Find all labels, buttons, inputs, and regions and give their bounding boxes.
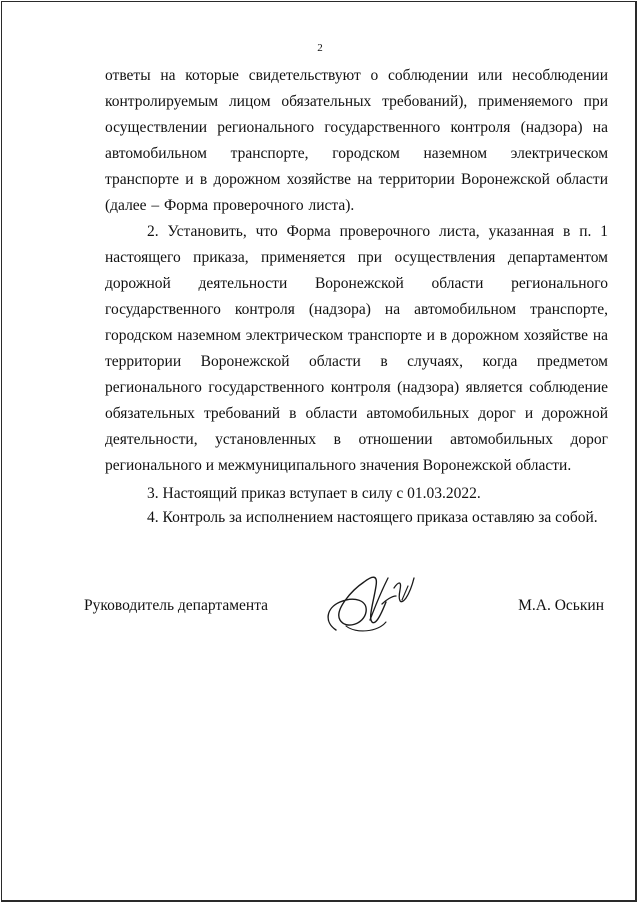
paragraph-continuation: ответы на которые свидетельствуют о соблюдении или несоблюдении контролируемым лицом обязательных требований), применяемого при осуществлении регионального государственного контроля (надзора) на автомобильном транспорте, городском наземном электрическом транспорте и в дорожном хозяйстве на территории Воронежской области (далее – Форма проверочного листа). <box>105 67 608 214</box>
document-body <box>105 63 608 531</box>
paragraph-item-4: 4. Контроль за исполнением настоящего приказа оставляю за собой. <box>147 509 598 526</box>
signatory-name: М.А. Оськин <box>518 597 604 614</box>
page-number: 2 <box>317 42 323 54</box>
paragraph-item-2: 2. Установить, что Форма проверочного листа, указанная в п. 1 настоящего приказа, применяется при осуществления департаментом дорожной деятельности Воронежской области регионального государственного контроля (надзора) на автомобильном транспорте, городском наземном электрическом транспорте и в дорожном хозяйстве на территории Воронежской области в случаях, когда предметом регионального государственного контроля (надзора) является соблюдение обязательных требований в области автомобильных дорог и дорожной деятельности, установленных в отношении автомобильных дорог регионального и межмуниципального значения Воронежской области. <box>105 223 608 474</box>
signatory-position: Руководитель департамента <box>84 597 269 614</box>
handwritten-signature <box>316 560 436 640</box>
paragraph-item-3: 3. Настоящий приказ вступает в силу с 01.03.2022. <box>147 485 481 502</box>
signature-block <box>84 560 604 650</box>
